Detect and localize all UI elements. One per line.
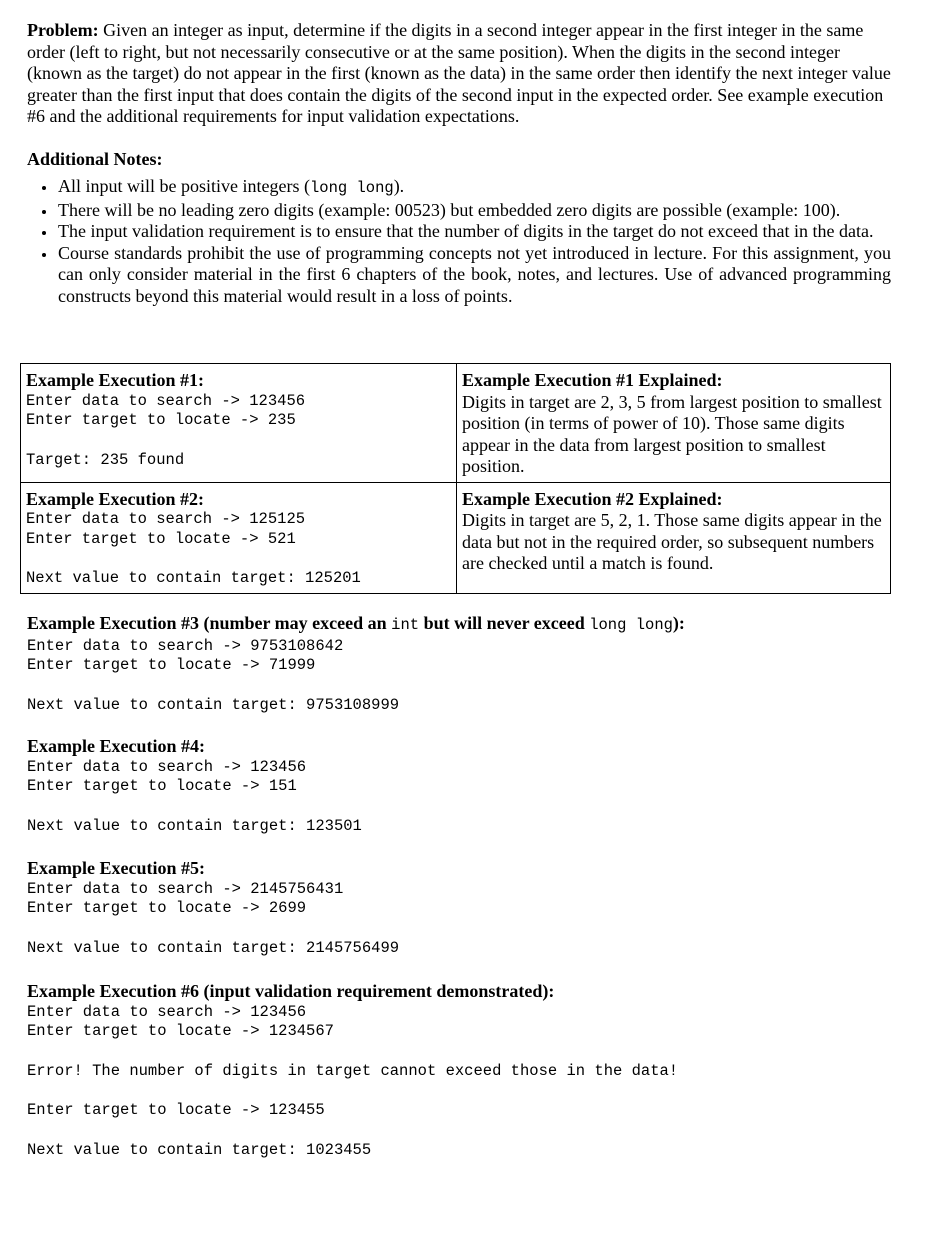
- console-line: Enter data to search -> 123456: [26, 391, 306, 410]
- problem-statement: [27, 20, 891, 128]
- problem-text: Given an integer as input, determine if the digits in a second integer appear in the first integer in the same order (left to right, but not necessarily consecutive or at the same position). When the digits in the second integer (known as the target) do not appear in the first (known as the data) in the same order then identify the next integer value greater than the first input that does contain the digits of the second input in the expected order. See example execution #6 and the additional requirements for input validation expectations.: [27, 20, 891, 126]
- console-line: [27, 676, 685, 696]
- console-line: Next value to contain target: 2145756499: [27, 938, 400, 957]
- example-1-explained-cell: [457, 364, 891, 483]
- example-2-cell: [21, 482, 457, 593]
- example-6: [27, 981, 678, 1160]
- example-1-cell: [21, 364, 457, 483]
- console-line: [27, 797, 362, 817]
- note-item: • Course standards prohibit the use of programming concepts not yet introduced in lecture. For this assignment, you can only consider material in the first 6 chapters of the book, notes, and lectures. Use of advanced programming constructs beyond this material would result in a loss of points.: [57, 243, 891, 308]
- example-4-heading: Example Execution #4:: [27, 736, 205, 756]
- console-line: Enter target to locate -> 151: [27, 777, 297, 795]
- example-5-heading: Example Execution #5:: [27, 858, 205, 878]
- console-line: Next value to contain target: 123501: [27, 816, 362, 835]
- examples-table: [20, 363, 891, 594]
- table-row: [21, 482, 891, 593]
- example-2-explained-cell: [457, 482, 891, 593]
- console-line: Enter target to locate -> 2699: [27, 899, 307, 917]
- console-line: [27, 1081, 678, 1101]
- console-line: Enter data to search -> 9753108642: [27, 636, 344, 655]
- console-line: Enter target to locate -> 235: [26, 411, 296, 429]
- additional-notes-list: [27, 176, 891, 307]
- long-long-code: long long: [589, 616, 673, 634]
- console-line: Enter data to search -> 2145756431: [27, 879, 344, 898]
- example-1-heading: Example Execution #1:: [26, 370, 204, 390]
- console-line: Enter target to locate -> 1234567: [27, 1022, 334, 1040]
- example-2-heading: Example Execution #2:: [26, 488, 204, 509]
- additional-notes-heading: Additional Notes:: [27, 148, 163, 169]
- note-item: • The input validation requirement is to ensure that the number of digits in the target do not exceed that in the data.: [57, 221, 891, 243]
- console-line: [26, 431, 451, 451]
- example-2-explained-heading: Example Execution #2 Explained:: [462, 488, 723, 509]
- example-4: [27, 736, 362, 836]
- console-line: [26, 549, 451, 569]
- console-line: Enter target to locate -> 521: [26, 529, 296, 548]
- document-page: [27, 20, 891, 307]
- example-3: [27, 613, 685, 715]
- int-code: int: [391, 616, 420, 634]
- console-line: Enter data to search -> 125125: [26, 510, 306, 528]
- console-line: Next value to contain target: 9753108999: [27, 695, 400, 714]
- console-line: Enter target to locate -> 71999: [27, 656, 316, 674]
- console-line: Error! The number of digits in target cannot exceed those in the data!: [27, 1061, 679, 1080]
- note-item: • There will be no leading zero digits (example: 00523) but embedded zero digits are possible (example: 100).: [57, 200, 891, 222]
- console-line: Enter data to search -> 123456: [27, 757, 307, 776]
- example-5: [27, 858, 399, 958]
- console-line: [27, 1042, 678, 1062]
- example-6-heading: Example Execution #6 (input validation requirement demonstrated):: [27, 981, 555, 1001]
- console-line: [27, 919, 399, 939]
- console-line: Target: 235 found: [26, 450, 185, 469]
- example-3-heading: Example Execution #3 (number may exceed an int but will never exceed long long):: [27, 613, 685, 634]
- note-item: • All input will be positive integers (long long).: [57, 176, 891, 200]
- console-line: [27, 1121, 678, 1141]
- example-2-explained-text: Digits in target are 5, 2, 1. Those same digits appear in the data but not in the required order, so subsequent numbers are checked until a match is found.: [462, 510, 882, 573]
- console-line: Enter data to search -> 123456: [27, 1002, 307, 1021]
- example-1-explained-text: Digits in target are 2, 3, 5 from largest position to smallest position (in terms of power of 10). Those same digits appear in the data from largest position to smallest position.: [462, 391, 882, 476]
- table-row: [21, 364, 891, 483]
- long-long-code: long long: [309, 179, 394, 197]
- console-line: Enter target to locate -> 123455: [27, 1101, 325, 1119]
- problem-label: Problem:: [27, 20, 99, 40]
- example-1-explained-heading: Example Execution #1 Explained:: [462, 370, 723, 390]
- console-line: Next value to contain target: 1023455: [27, 1140, 372, 1159]
- console-line: Next value to contain target: 125201: [26, 569, 361, 587]
